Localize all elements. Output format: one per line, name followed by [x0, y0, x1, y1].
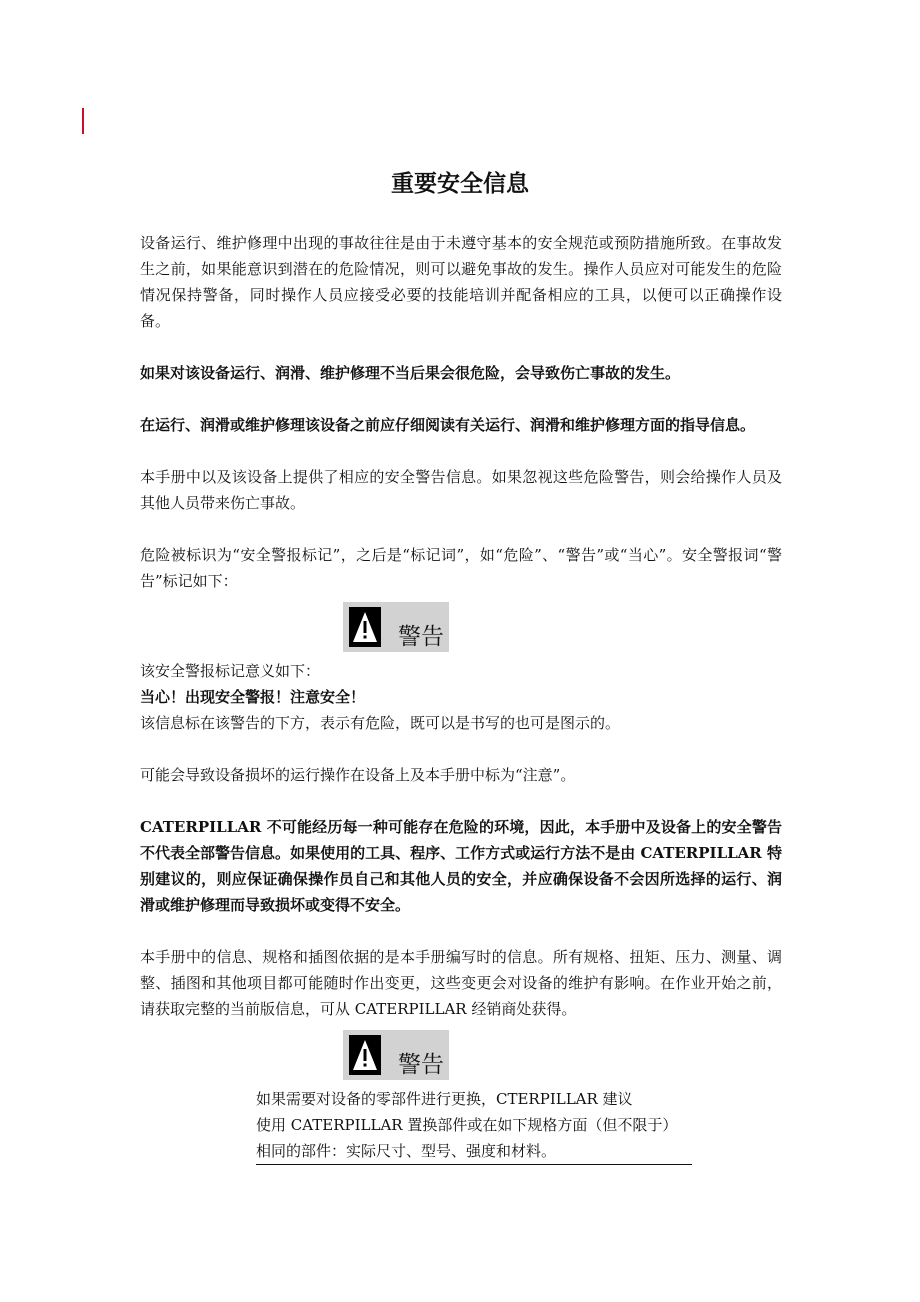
warning-label-1: [343, 602, 782, 652]
document-body: [140, 230, 782, 1165]
warning-label-2: [343, 1030, 782, 1080]
page-title: 重要安全信息: [391, 170, 529, 197]
warning-replacement-parts: [256, 1086, 692, 1165]
warning-word: 警告: [398, 623, 444, 650]
paragraph-read-instructions: 在运行、润滑或维护修理该设备之前应仔细阅读有关运行、润滑和维护修理方面的指导信息。: [140, 416, 756, 434]
warning-word: 警告: [398, 1051, 444, 1078]
warning-triangle-icon: [349, 1035, 381, 1075]
meaning-intro: 该安全警报标记意义如下：: [140, 662, 321, 680]
paragraph-danger-notice: 如果对该设备运行、润滑、维护修理不当后果会很危险，会导致伤亡事故的发生。: [140, 364, 681, 382]
paragraph-caution-label: 可能会导致设备损坏的运行操作在设备上及本手册中标为“注意”。: [140, 766, 576, 784]
warning-box: [343, 1030, 449, 1080]
paragraph-caterpillar-disclaimer: CATERPILLAR 不可能经历每一种可能存在危险的环境，因此，本手册中及设备上的安全警告不代表全部警告信息。如果使用的工具、程序、工作方式或运行方法不是由 CATERPILLAR 特别建议的，则应保证确保操作员自己和其他人员的安全，并应确保设备不会因所选择的运行、润滑或维护修理而导致损坏或变得不安全。: [140, 818, 782, 914]
warning-box: [343, 602, 449, 652]
paragraph-specifications: 本手册中的信息、规格和插图依据的是本手册编写时的信息。所有规格、扭矩、压力、测量、调整、插图和其他项目都可能随时作出变更，这些变更会对设备的维护有影响。在作业开始之前，请获取完整的当前版信息，可从 CATERPILLAR 经销商处获得。: [140, 948, 782, 1018]
paragraph-safety-warnings: 本手册中以及该设备上提供了相应的安全警告信息。如果忽视这些危险警告，则会给操作人员及其他人员带来伤亡事故。: [140, 468, 782, 512]
warning2-line-1: 如果需要对设备的零部件进行更换，CTERPILLAR 建议: [256, 1090, 633, 1108]
meaning-note: 该信息标在该警告的下方，表示有危险，既可以是书写的也可是图示的。: [140, 714, 621, 732]
warning-triangle-icon: [349, 607, 381, 647]
paragraph-accident-causes: 设备运行、维护修理中出现的事故往往是由于未遵守基本的安全规范或预防措施所致。在事故发生之前，如果能意识到潜在的危险情况，则可以避免事故的发生。操作人员应对可能发生的危险情况保持警备，同时操作人员应接受必要的技能培训并配备相应的工具，以便可以正确操作设备。: [140, 234, 782, 330]
meaning-alert: 当心！出现安全警报！注意安全！: [140, 688, 366, 706]
warning2-line-2: 使用 CATERPILLAR 置换部件或在如下规格方面（但不限于）: [256, 1116, 678, 1134]
paragraph-hazard-identification: 危险被标识为“安全警报标记”，之后是“标记词”，如“危险”、“警告”或“当心”。安全警报词“警告”标记如下：: [140, 546, 782, 590]
margin-change-bar: [82, 108, 84, 134]
warning2-line-3: 相同的部件：实际尺寸、型号、强度和材料。: [256, 1138, 692, 1165]
